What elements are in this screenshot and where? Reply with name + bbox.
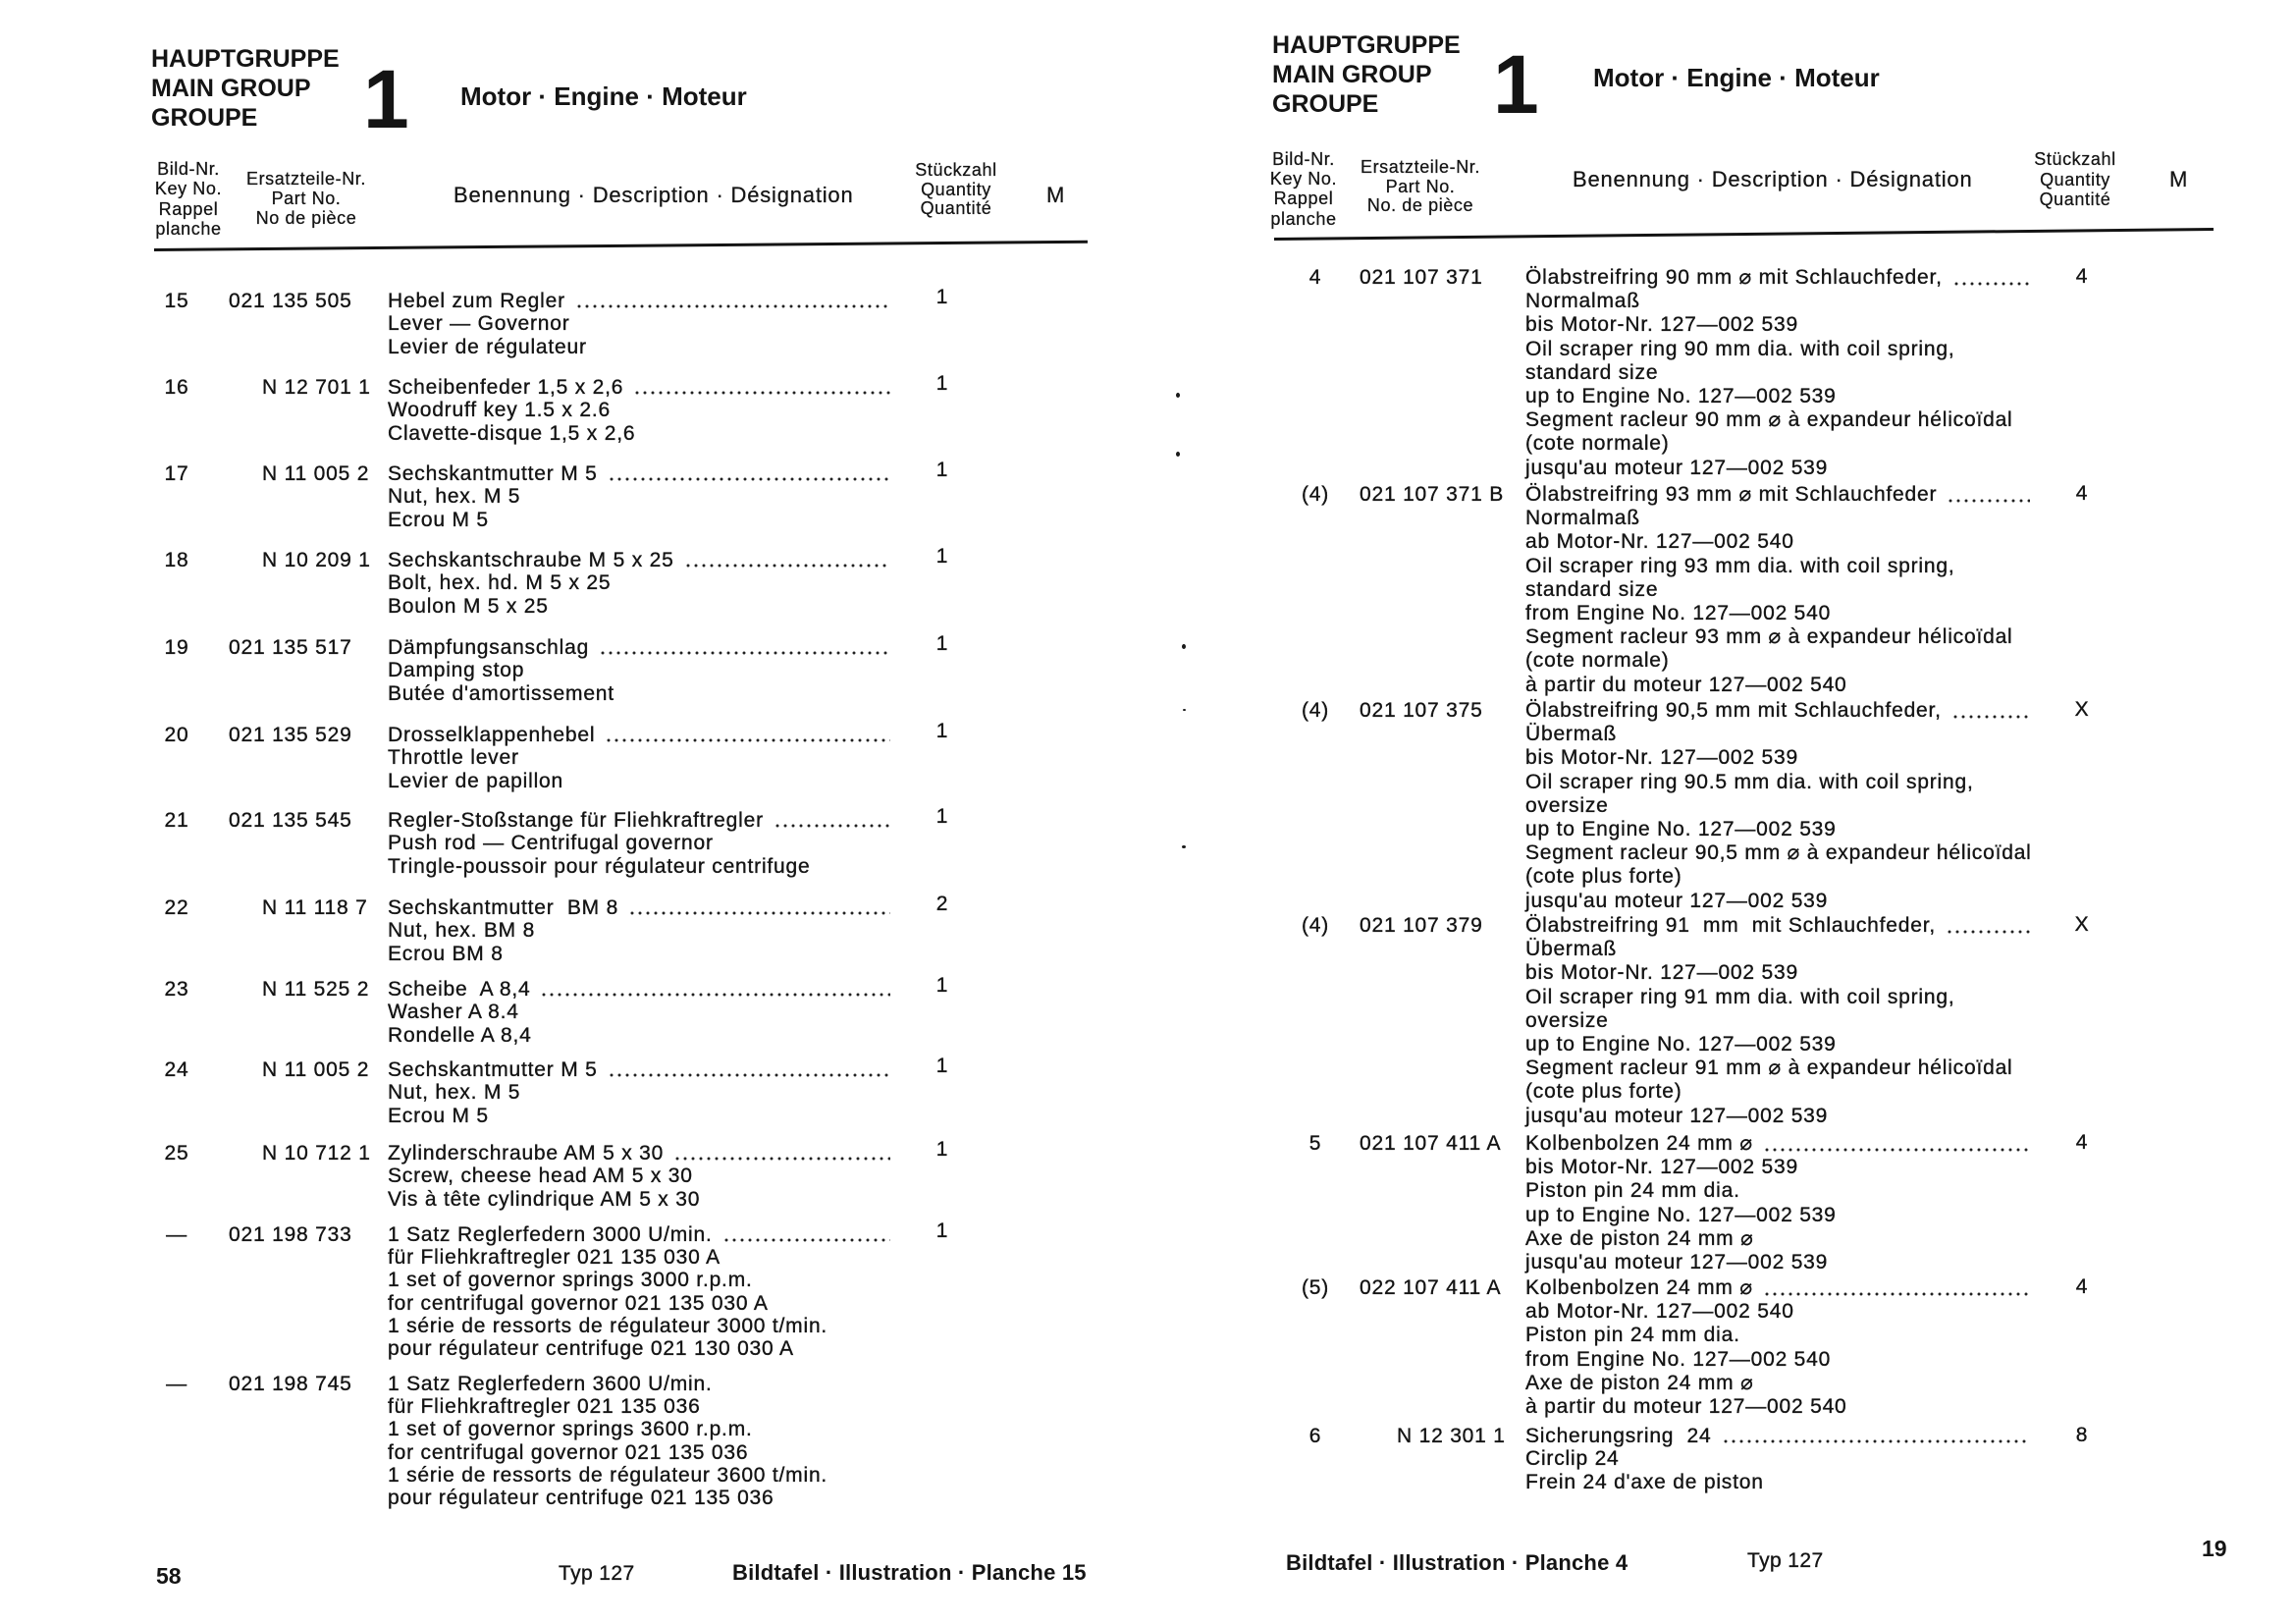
description-line: Axe de piston 24 mm ⌀: [1525, 1371, 1754, 1394]
column-header-line: planche: [155, 219, 222, 240]
column-header-m: M: [2169, 167, 2189, 191]
description: [388, 1373, 890, 1509]
description-line: Oil scraper ring 90.5 mm dia. with coil spring,: [1525, 770, 1974, 793]
description: [388, 290, 890, 358]
description-line: Segment racleur 90,5 mm ⌀ à expandeur hélicoïdal: [1525, 841, 2032, 865]
description-line: Butée d'amortissement: [388, 681, 614, 705]
description-line: Normalmaß: [1525, 290, 1640, 313]
description-line: Washer A 8.4: [388, 1001, 519, 1024]
description-line: Nut, hex. M 5: [388, 485, 521, 509]
description-line: up to Engine No. 127—002 539: [1525, 385, 1837, 408]
dot-leader: [1763, 1276, 2030, 1300]
dot-leader: [1952, 266, 2030, 290]
description-line: Segment racleur 93 mm ⌀ à expandeur hélicoïdal: [1525, 625, 2013, 649]
column-header-line: Bild-Nr.: [157, 159, 220, 179]
description-line: up to Engine No. 127—002 539: [1525, 1033, 1837, 1056]
description-text: Sechskantmutter BM 8: [388, 896, 619, 919]
description-line: [388, 1373, 890, 1395]
description-line: ab Motor-Nr. 127—002 540: [1525, 1300, 1794, 1324]
key-number: 20: [164, 724, 189, 746]
column-header-line: Rappel: [158, 198, 219, 219]
key-number: 19: [164, 636, 189, 659]
description: [388, 636, 890, 705]
key-number: 18: [164, 549, 189, 571]
description-line: [388, 978, 890, 1001]
description-text: Zylinderschraube AM 5 x 30: [388, 1142, 665, 1164]
description-line: bis Motor-Nr. 127—002 539: [1525, 1156, 1798, 1179]
part-number: 021 135 545: [229, 809, 352, 832]
column-header-line: Quantité: [920, 198, 992, 218]
description-line: Übermaß: [1525, 938, 1618, 961]
quantity: 1: [935, 805, 949, 828]
dot-leader: [684, 549, 890, 571]
description-text: Dämpfungsanschlag: [388, 636, 590, 659]
description-line: Segment racleur 91 mm ⌀ à expandeur hélicoïdal: [1525, 1056, 2013, 1080]
group-label-line-de: HAUPTGRUPPE: [1272, 31, 1461, 59]
part-number: 021 135 529: [229, 724, 352, 746]
description-line: Ecrou BM 8: [388, 942, 504, 965]
column-header-line: Key No.: [154, 179, 223, 199]
description-line: [388, 1223, 890, 1246]
description-text: Ölabstreifring 93 mm ⌀ mit Schlauchfeder: [1525, 483, 1938, 506]
dot-leader: [633, 376, 890, 399]
description-line: standard size: [1525, 577, 1659, 601]
description-line: Nut, hex. BM 8: [388, 919, 536, 943]
column-header-line: Part No.: [271, 189, 342, 208]
description-line: Tringle-poussoir pour régulateur centrifuge: [388, 854, 811, 878]
description: [388, 549, 890, 618]
description-line: Levier de régulateur: [388, 335, 587, 358]
column-header-line: Rappel: [1273, 189, 1334, 209]
description-line: 1 set of governor springs 3600 r.p.m.: [388, 1418, 753, 1441]
column-header-line: No. de pièce: [1366, 195, 1474, 215]
dot-leader: [575, 290, 890, 312]
key-number: 21: [164, 809, 189, 832]
description-text: 1 Satz Reglerfedern 3600 U/min.: [388, 1373, 713, 1395]
description-line: [388, 549, 890, 571]
part-number: 021 107 411 A: [1360, 1132, 1502, 1155]
description-text: Sechskantmutter M 5: [388, 1058, 598, 1081]
description: [388, 978, 890, 1047]
dot-leader: [1722, 1425, 2030, 1447]
description-line: Oil scraper ring 90 mm dia. with coil spring,: [1525, 337, 1955, 360]
description-text: 1 Satz Reglerfedern 3000 U/min.: [388, 1223, 713, 1246]
column-header-m: M: [1046, 183, 1066, 207]
group-label-line-de: HAUPTGRUPPE: [151, 45, 340, 73]
description-line: standard size: [1525, 360, 1659, 384]
description-text: Regler-Stoßstange für Fliehkraftregler: [388, 809, 764, 832]
description-text: Hebel zum Regler: [388, 290, 565, 312]
quantity: X: [2074, 698, 2090, 721]
column-header-description: Benennung · Description · Désignation: [454, 183, 854, 207]
key-number: 24: [164, 1058, 189, 1081]
quantity: 4: [2075, 1275, 2089, 1298]
description: [1525, 699, 2030, 913]
column-header-line: Quantité: [2039, 189, 2111, 209]
quantity: 2: [935, 893, 949, 915]
description-text: Ölabstreifring 90 mm ⌀ mit Schlauchfeder,: [1525, 266, 1943, 289]
quantity: 4: [2075, 265, 2089, 288]
description-line: Normalmaß: [1525, 507, 1640, 530]
description-line: Levier de papillon: [388, 769, 564, 792]
group-label-line-en: MAIN GROUP: [151, 75, 311, 102]
description-line: Ecrou M 5: [388, 1104, 489, 1127]
key-number: —: [166, 1223, 187, 1246]
description-line: Übermaß: [1525, 723, 1618, 746]
description-line: Ecrou M 5: [388, 508, 489, 531]
description: [388, 1223, 890, 1360]
column-header-line: Quantity: [921, 179, 991, 199]
description-line: Piston pin 24 mm dia.: [1525, 1324, 1740, 1347]
quantity: 1: [935, 1219, 949, 1242]
description: [1525, 914, 2030, 1128]
quantity: 1: [935, 372, 949, 395]
part-number: 021 198 745: [229, 1373, 352, 1395]
dot-leader: [1947, 483, 2030, 507]
description-line: Lever — Governor: [388, 312, 570, 336]
description-text: Sechskantschraube M 5 x 25: [388, 549, 674, 571]
description: [1525, 266, 2030, 480]
description-line: pour régulateur centrifuge 021 130 030 A: [388, 1337, 794, 1361]
description-line: for centrifugal governor 021 135 036: [388, 1440, 749, 1464]
description-text: Drosselklappenhebel: [388, 724, 596, 746]
part-number: N 11 005 2: [262, 462, 370, 485]
description-line: (cote normale): [1525, 649, 1670, 673]
dot-leader: [774, 809, 890, 832]
main-group-number: 1: [363, 53, 409, 145]
group-title: Motor · Engine · Moteur: [460, 81, 747, 111]
quantity: 1: [935, 1055, 949, 1077]
key-number: 16: [164, 376, 189, 399]
dot-leader: [1763, 1132, 2030, 1156]
quantity: 8: [2075, 1424, 2089, 1446]
dot-leader: [1951, 699, 2030, 723]
quantity: 1: [935, 632, 949, 655]
description-line: Clavette-disque 1,5 x 2,6: [388, 421, 636, 445]
scan-speck: [1176, 452, 1180, 457]
description-line: bis Motor-Nr. 127—002 539: [1525, 746, 1798, 770]
key-number: 4: [1308, 266, 1322, 289]
scan-speck: [1182, 644, 1186, 649]
column-header-line: Ersatzteile-Nr.: [245, 169, 367, 189]
description-line: Oil scraper ring 93 mm dia. with coil spring,: [1525, 554, 1955, 577]
description-line: jusqu'au moteur 127—002 539: [1525, 889, 1829, 912]
description-line: 1 série de ressorts de régulateur 3000 t/min.: [388, 1314, 828, 1337]
key-number: 5: [1308, 1132, 1322, 1155]
column-header-line: Bild-Nr.: [1272, 149, 1335, 169]
description-line: oversize: [1525, 1008, 1609, 1032]
group-label-line-fr: GROUPE: [1272, 90, 1379, 118]
description-line: bis Motor-Nr. 127—002 539: [1525, 313, 1798, 337]
key-number: 23: [164, 978, 189, 1001]
description-line: Woodruff key 1.5 x 2.6: [388, 399, 611, 422]
illustration-reference: Bildtafel · Illustration · Planche 4: [1286, 1550, 1629, 1575]
illustration-reference: Bildtafel · Illustration · Planche 15: [732, 1560, 1087, 1585]
key-number: 15: [164, 290, 189, 312]
description-line: [1525, 1276, 2030, 1300]
description: [388, 809, 890, 878]
description-line: [1525, 914, 2030, 938]
part-number: N 11 118 7: [262, 896, 368, 919]
column-header-line: planche: [1270, 208, 1337, 229]
vehicle-type: Typ 127: [1747, 1549, 1824, 1572]
description-line: Damping stop: [388, 659, 525, 682]
part-number: N 10 712 1: [262, 1142, 371, 1164]
quantity: 1: [935, 459, 949, 481]
dot-leader: [608, 1058, 890, 1081]
description-line: up to Engine No. 127—002 539: [1525, 818, 1837, 841]
description-line: pour régulateur centrifuge 021 135 036: [388, 1487, 774, 1510]
description-line: [388, 290, 890, 312]
dot-leader: [599, 636, 890, 659]
description-line: für Fliehkraftregler 021 135 030 A: [388, 1246, 721, 1270]
part-number: N 12 301 1: [1397, 1425, 1506, 1447]
description: [388, 462, 890, 531]
key-number: —: [166, 1373, 187, 1395]
description-line: from Engine No. 127—002 540: [1525, 602, 1832, 625]
description-text: Sechskantmutter M 5: [388, 462, 598, 485]
part-number: N 12 701 1: [262, 376, 371, 399]
description-line: ab Motor-Nr. 127—002 540: [1525, 530, 1794, 554]
scan-speck: [1176, 393, 1180, 398]
page-number: 58: [156, 1563, 182, 1589]
part-number: 022 107 411 A: [1360, 1276, 1502, 1299]
quantity: 4: [2075, 1131, 2089, 1154]
quantity: X: [2074, 913, 2090, 936]
dot-leader: [540, 978, 890, 1001]
group-label-line-en: MAIN GROUP: [1272, 61, 1432, 88]
part-number: N 11 525 2: [262, 978, 370, 1001]
description-line: for centrifugal governor 021 135 030 A: [388, 1291, 769, 1315]
description-line: 1 set of governor springs 3000 r.p.m.: [388, 1269, 753, 1292]
description-line: Screw, cheese head AM 5 x 30: [388, 1164, 693, 1188]
part-number: N 11 005 2: [262, 1058, 370, 1081]
group-title: Motor · Engine · Moteur: [1593, 63, 1880, 92]
key-number: 6: [1308, 1425, 1322, 1447]
page-number: 19: [2202, 1536, 2227, 1561]
description-line: Axe de piston 24 mm ⌀: [1525, 1226, 1754, 1250]
description-line: [1525, 483, 2030, 507]
group-label-line-fr: GROUPE: [151, 104, 258, 132]
description-line: [1525, 266, 2030, 290]
description-line: Rondelle A 8,4: [388, 1023, 532, 1047]
description-text: Scheibe A 8,4: [388, 978, 531, 1001]
dot-leader: [608, 462, 890, 485]
description-line: à partir du moteur 127—002 540: [1525, 1395, 1847, 1419]
part-number: N 10 209 1: [262, 549, 371, 571]
description-line: [1525, 699, 2030, 723]
description-text: Kolbenbolzen 24 mm ⌀: [1525, 1276, 1753, 1299]
main-group-number: 1: [1493, 38, 1539, 131]
key-number: 22: [164, 896, 189, 919]
description: [388, 1058, 890, 1127]
description-line: [388, 636, 890, 659]
description-line: jusqu'au moteur 127—002 539: [1525, 456, 1829, 479]
dot-leader: [628, 896, 890, 919]
quantity: 1: [935, 1138, 949, 1161]
column-header-line: Quantity: [2040, 169, 2110, 189]
description: [1525, 1276, 2030, 1419]
description-line: Bolt, hex. hd. M 5 x 25: [388, 571, 612, 595]
description-line: Throttle lever: [388, 746, 519, 770]
description-line: Nut, hex. M 5: [388, 1081, 521, 1105]
dot-leader: [605, 724, 890, 746]
description: [1525, 1132, 2030, 1274]
description: [388, 1142, 890, 1211]
key-number: (4): [1301, 483, 1330, 506]
description-line: up to Engine No. 127—002 539: [1525, 1203, 1837, 1226]
dot-leader: [1946, 914, 2030, 938]
part-number: 021 135 517: [229, 636, 352, 659]
description-line: 1 série de ressorts de régulateur 3600 t/min.: [388, 1463, 828, 1487]
column-header-line: Part No.: [1385, 176, 1456, 196]
description-line: für Fliehkraftregler 021 135 036: [388, 1395, 701, 1419]
description-line: Frein 24 d'axe de piston: [1525, 1470, 1764, 1493]
description: [388, 896, 890, 965]
quantity: 4: [2075, 482, 2089, 505]
dot-leader: [673, 1142, 890, 1164]
description-text: Ölabstreifring 91 mm mit Schlauchfeder,: [1525, 914, 1936, 937]
column-header-line: Stückzahl: [2034, 149, 2116, 169]
description: [388, 724, 890, 792]
description: [1525, 1425, 2030, 1493]
description-line: Segment racleur 90 mm ⌀ à expandeur hélicoïdal: [1525, 408, 2013, 432]
description-line: from Engine No. 127—002 540: [1525, 1347, 1832, 1371]
part-number: 021 107 371 B: [1360, 483, 1505, 506]
description-text: Ölabstreifring 90,5 mm mit Schlauchfeder,: [1525, 699, 1942, 722]
column-header-line: No de pièce: [255, 208, 357, 228]
scan-speck: [1183, 709, 1186, 711]
key-number: 25: [164, 1142, 189, 1164]
part-number: 021 135 505: [229, 290, 352, 312]
description-text: Sicherungsring 24: [1525, 1425, 1712, 1447]
description-line: [388, 462, 890, 485]
scan-speck: [1182, 845, 1186, 848]
description-line: [1525, 1132, 2030, 1156]
description-line: Circlip 24: [1525, 1447, 1620, 1471]
quantity: 1: [935, 720, 949, 742]
description: [388, 376, 890, 445]
description-line: Piston pin 24 mm dia.: [1525, 1179, 1740, 1203]
key-number: (5): [1301, 1276, 1330, 1299]
description-line: (cote plus forte): [1525, 1080, 1682, 1104]
part-number: 021 107 375: [1360, 699, 1483, 722]
description-line: [388, 809, 890, 832]
column-header-description: Benennung · Description · Désignation: [1573, 167, 1973, 191]
description-line: Oil scraper ring 91 mm dia. with coil spring,: [1525, 985, 1955, 1008]
description-line: Boulon M 5 x 25: [388, 594, 549, 618]
description-line: [1525, 1425, 2030, 1447]
column-header-line: Ersatzteile-Nr.: [1360, 157, 1481, 177]
vehicle-type: Typ 127: [559, 1562, 635, 1585]
description-line: à partir du moteur 127—002 540: [1525, 673, 1847, 696]
column-header-line: Key No.: [1269, 169, 1338, 189]
parts-list: [1148, 0, 2296, 1624]
description-line: Vis à tête cylindrique AM 5 x 30: [388, 1187, 701, 1211]
key-number: 17: [164, 462, 189, 485]
part-number: 021 198 733: [229, 1223, 352, 1246]
description-line: [388, 896, 890, 919]
right-page: [1148, 0, 2296, 1624]
description: [1525, 483, 2030, 697]
key-number: (4): [1301, 914, 1330, 937]
description-line: [388, 1142, 890, 1164]
quantity: 1: [935, 974, 949, 997]
part-number: 021 107 371: [1360, 266, 1483, 289]
dot-leader: [722, 1223, 890, 1246]
description-line: jusqu'au moteur 127—002 539: [1525, 1104, 1829, 1127]
description-line: Push rod — Centrifugal governor: [388, 832, 714, 855]
description-line: oversize: [1525, 793, 1609, 817]
description-line: (cote plus forte): [1525, 865, 1682, 889]
description-text: Scheibenfeder 1,5 x 2,6: [388, 376, 624, 399]
description-line: [388, 724, 890, 746]
description-line: jusqu'au moteur 127—002 539: [1525, 1251, 1829, 1274]
description-text: Kolbenbolzen 24 mm ⌀: [1525, 1132, 1753, 1155]
key-number: (4): [1301, 699, 1330, 722]
description-line: (cote normale): [1525, 432, 1670, 456]
column-header-line: Stückzahl: [915, 160, 997, 180]
quantity: 1: [935, 286, 949, 308]
description-line: bis Motor-Nr. 127—002 539: [1525, 961, 1798, 985]
quantity: 1: [935, 545, 949, 568]
part-number: 021 107 379: [1360, 914, 1483, 937]
description-line: [388, 1058, 890, 1081]
description-line: [388, 376, 890, 399]
